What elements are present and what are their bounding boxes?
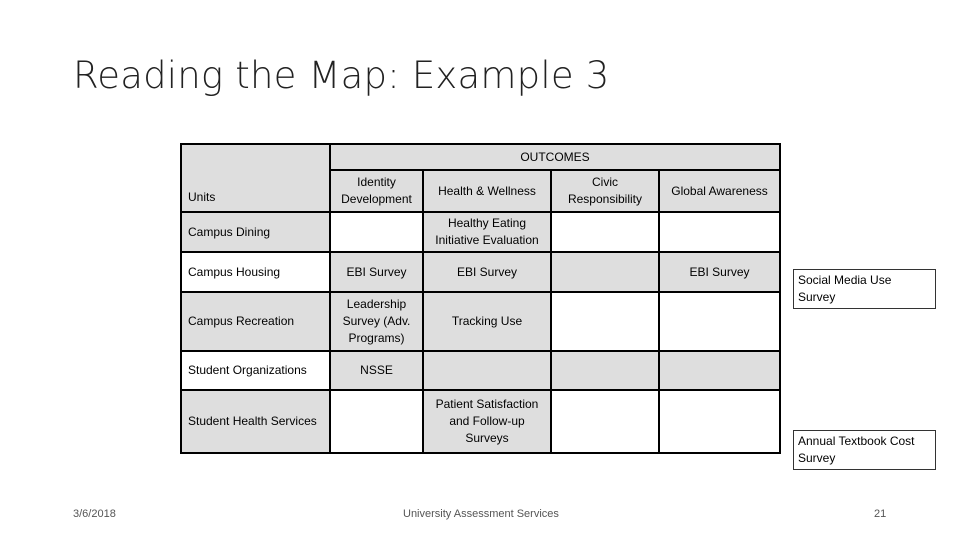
cell-organizations-identity: NSSE bbox=[330, 351, 423, 390]
slide-title: Reading the Map: Example 3 bbox=[73, 54, 610, 97]
cell-organizations-health bbox=[423, 351, 551, 390]
outcomes-map-table bbox=[180, 143, 781, 454]
cell-recreation-health: Tracking Use bbox=[423, 292, 551, 351]
cell-housing-civic bbox=[551, 252, 659, 292]
cell-housing-identity: EBI Survey bbox=[330, 252, 423, 292]
cell-health-services-global bbox=[659, 390, 780, 453]
callout-social-media-survey: Social Media Use Survey bbox=[793, 269, 936, 309]
footer-center-text: University Assessment Services bbox=[403, 508, 559, 520]
cell-organizations-civic bbox=[551, 351, 659, 390]
cell-housing-global: EBI Survey bbox=[659, 252, 780, 292]
cell-health-services-civic bbox=[551, 390, 659, 453]
row-label-campus-dining: Campus Dining bbox=[181, 212, 330, 252]
cell-organizations-global bbox=[659, 351, 780, 390]
cell-recreation-global bbox=[659, 292, 780, 351]
row-label-campus-recreation: Campus Recreation bbox=[181, 292, 330, 351]
row-label-student-organizations: Student Organizations bbox=[181, 351, 330, 390]
cell-health-services-identity bbox=[330, 390, 423, 453]
footer-date: 3/6/2018 bbox=[73, 508, 116, 520]
cell-dining-health: Healthy Eating Initiative Evaluation bbox=[423, 212, 551, 252]
cell-health-services-health: Patient Satisfaction and Follow-up Surveys bbox=[423, 390, 551, 453]
column-header-identity-development: Identity Development bbox=[330, 170, 423, 212]
units-header: Units bbox=[188, 190, 216, 204]
cell-recreation-civic bbox=[551, 292, 659, 351]
cell-dining-global bbox=[659, 212, 780, 252]
callout-textbook-cost-survey: Annual Textbook Cost Survey bbox=[793, 430, 936, 470]
column-header-health-wellness: Health & Wellness bbox=[423, 170, 551, 212]
cell-dining-identity bbox=[330, 212, 423, 252]
cell-dining-civic bbox=[551, 212, 659, 252]
row-label-student-health-services: Student Health Services bbox=[181, 390, 330, 453]
units-header-cell bbox=[181, 144, 330, 212]
footer-page-number: 21 bbox=[874, 508, 887, 520]
cell-housing-health: EBI Survey bbox=[423, 252, 551, 292]
column-header-global-awareness: Global Awareness bbox=[659, 170, 780, 212]
column-header-civic-responsibility: Civic Responsibility bbox=[551, 170, 659, 212]
row-label-campus-housing: Campus Housing bbox=[181, 252, 330, 292]
cell-recreation-identity: Leadership Survey (Adv. Programs) bbox=[330, 292, 423, 351]
outcomes-header: OUTCOMES bbox=[330, 144, 780, 170]
